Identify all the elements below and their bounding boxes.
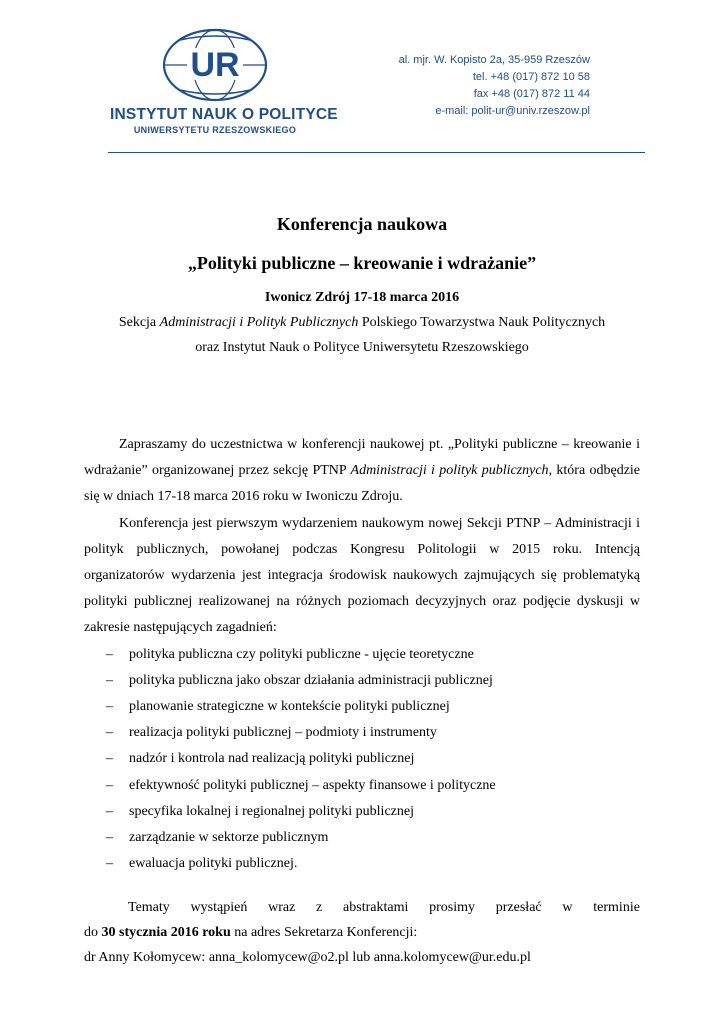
dash-bullet: –	[106, 725, 113, 741]
organizer-line-2: oraz Instytut Nauk o Polityce Uniwersytetu Rzeszowskiego	[195, 340, 529, 355]
topic-text: efektywność polityki publicznej – aspekty finansowe i polityczne	[129, 777, 496, 793]
list-item	[84, 668, 640, 694]
list-item	[84, 773, 640, 799]
place-date: Iwonicz Zdrój 17-18 marca 2016	[264, 290, 460, 305]
institute-subtitle: UNIWERSYTETU RZESZOWSKIEGO	[133, 125, 297, 135]
header-divider	[108, 152, 645, 153]
topic-text: specyfika lokalnej i regionalnej polityki publicznej	[129, 803, 414, 819]
closing-line-2	[84, 920, 640, 945]
list-item	[84, 642, 640, 668]
dash-bullet: –	[106, 777, 113, 793]
word: wystąpień	[190, 900, 248, 915]
fax: fax +48 (017) 872 11 44	[473, 88, 590, 100]
globe-logo-icon	[162, 28, 268, 106]
list-item	[84, 851, 640, 877]
word: Tematy	[128, 900, 170, 915]
dash-bullet: –	[106, 803, 113, 819]
dash-bullet: –	[106, 751, 113, 767]
conference-title: „Polityki publiczne – kreowanie i wdrażanie”	[187, 253, 537, 273]
dash-bullet: –	[106, 856, 113, 872]
topic-text: nadzór i kontrola nad realizacją polityki publicznej	[129, 751, 415, 767]
list-item	[84, 825, 640, 851]
topic-text: polityka publiczna czy polityki publiczne - ujęcie teoretyczne	[129, 646, 474, 662]
topics-list	[84, 642, 640, 878]
address: al. mjr. W. Kopisto 2a, 35-959 Rzeszów	[398, 54, 590, 66]
paragraph-text: , która odbędzie się w dniach 17-18 marca 2016 roku w Iwoniczu Zdroju.	[84, 463, 641, 505]
logo-letters: UR	[190, 46, 240, 84]
institute-logo	[110, 28, 338, 143]
topic-text: polityka publiczna jako obszar działania administracji publicznej	[129, 672, 493, 688]
invitation-body	[84, 432, 640, 877]
title-block	[84, 212, 640, 357]
section-name-italic: Administracji i polityk publicznych	[350, 463, 549, 479]
list-item	[84, 746, 640, 772]
paragraph-text: Zapraszamy do uczestnictwa w konferencji naukowej pt. „Polityki publiczne – kreowanie i wdrażanie” organizowanej przez sekcję PTNP	[84, 437, 640, 479]
conference-type: Konferencja naukowa	[276, 214, 448, 234]
topic-text: ewaluacja polityki publicznej.	[129, 856, 298, 872]
topic-text: planowanie strategiczne w kontekście polityki publicznej	[129, 699, 450, 715]
list-item	[84, 799, 640, 825]
word: w	[562, 900, 573, 915]
closing-text: na adres Sekretarza Konferencji:	[230, 925, 418, 940]
phone: tel. +48 (017) 872 10 58	[472, 71, 590, 83]
dash-bullet: –	[106, 699, 113, 715]
secretary-contact: dr Anny Kołomycew: anna_kolomycew@o2.pl lub anna.kolomycew@ur.edu.pl	[84, 950, 531, 965]
email[interactable]: e-mail: polit-ur@univ.rzeszow.pl	[435, 105, 590, 117]
word: prosimy	[429, 900, 475, 915]
deadline: 30 stycznia 2016 roku	[101, 925, 231, 940]
dash-bullet: –	[106, 672, 113, 688]
topic-text: zarządzanie w sektorze publicznym	[129, 830, 329, 846]
word: abstraktami	[343, 900, 409, 915]
closing-text: do	[84, 925, 102, 940]
paragraph-2: Konferencja jest pierwszym wydarzeniem naukowym nowej Sekcji PTNP – Administracji i polityk publicznych, powołanej podczas Kongresu Politologii w 2015 roku. Intencją organizatorów wydarzenia jest integracja środowisk naukowych zajmujących się problematyką polityki publicznej realizowanej na różnych poziomach decyzyjnych oraz podjęcie dyskusji w zakresie następujących zagadnień:	[84, 515, 640, 636]
dash-bullet: –	[106, 830, 113, 846]
word: terminie	[593, 900, 640, 915]
section-name: Administracji i Polityk Publicznych	[159, 315, 359, 330]
word: wraz	[268, 900, 296, 915]
list-item	[84, 694, 640, 720]
closing-block	[84, 895, 640, 970]
dash-bullet: –	[106, 646, 113, 662]
word: przesłać	[495, 900, 542, 915]
list-item	[84, 720, 640, 746]
contact-block	[370, 52, 590, 120]
paragraph-1	[84, 432, 640, 511]
word: z	[316, 900, 323, 915]
closing-line-1	[84, 895, 640, 920]
organizer-text: Polskiego Towarzystwa Nauk Politycznych	[358, 315, 606, 330]
organizer-line-1	[84, 314, 640, 332]
topic-text: realizacja polityki publicznej – podmioty i instrumenty	[129, 725, 437, 741]
organizer-text: Sekcja	[118, 315, 160, 330]
institute-name: INSTYTUT NAUK O POLITYCE	[110, 106, 338, 123]
